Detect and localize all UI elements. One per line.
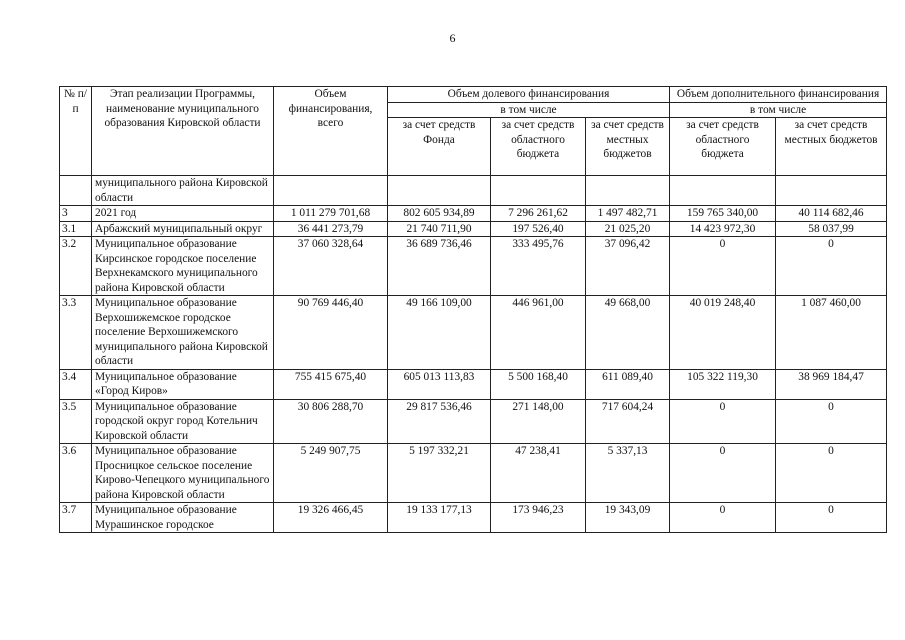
cell-add-regional: 40 019 248,40 (670, 296, 776, 370)
cell-num: 3.4 (60, 369, 92, 399)
cell-add-local: 0 (776, 444, 887, 503)
table-row (60, 444, 887, 503)
header-additional-including: в том числе (670, 102, 887, 118)
table-row (60, 503, 887, 533)
cell-total: 5 249 907,75 (274, 444, 388, 503)
cell-local: 5 337,13 (586, 444, 670, 503)
cell-num: 3 (60, 206, 92, 222)
cell-name: Арбажский муниципальный округ (92, 221, 274, 237)
table-row (60, 237, 887, 296)
cell-add-regional: 105 322 119,30 (670, 369, 776, 399)
cell-name: 2021 год (92, 206, 274, 222)
table-row (60, 296, 887, 370)
cell-add-regional: 159 765 340,00 (670, 206, 776, 222)
header-regional: за счет средств областного бюджета (491, 118, 586, 176)
cell-add-regional (670, 176, 776, 206)
cell-fund (388, 176, 491, 206)
header-additional: Объем дополнительного финансирования (670, 87, 887, 103)
table-row (60, 176, 887, 206)
cell-fund: 5 197 332,21 (388, 444, 491, 503)
header-local: за счет средств местных бюджетов (586, 118, 670, 176)
cell-add-regional: 0 (670, 503, 776, 533)
cell-local: 37 096,42 (586, 237, 670, 296)
cell-fund: 29 817 536,46 (388, 399, 491, 444)
cell-name: Муниципальное образование Мурашинское городское (92, 503, 274, 533)
cell-total: 90 769 446,40 (274, 296, 388, 370)
cell-num: 3.6 (60, 444, 92, 503)
table-row (60, 369, 887, 399)
cell-regional: 197 526,40 (491, 221, 586, 237)
cell-local: 717 604,24 (586, 399, 670, 444)
cell-total: 19 326 466,45 (274, 503, 388, 533)
cell-add-local: 0 (776, 399, 887, 444)
cell-add-local: 0 (776, 237, 887, 296)
cell-regional (491, 176, 586, 206)
cell-add-regional: 0 (670, 237, 776, 296)
cell-local: 21 025,20 (586, 221, 670, 237)
cell-add-local: 38 969 184,47 (776, 369, 887, 399)
header-shared-including: в том числе (388, 102, 670, 118)
cell-regional: 271 148,00 (491, 399, 586, 444)
header-stage: Этап реализации Программы, наименование муниципального образования Кировской области (92, 87, 274, 176)
cell-regional: 47 238,41 (491, 444, 586, 503)
cell-local (586, 176, 670, 206)
cell-add-regional: 0 (670, 399, 776, 444)
cell-local: 1 497 482,71 (586, 206, 670, 222)
cell-total (274, 176, 388, 206)
table-row (60, 399, 887, 444)
cell-regional: 333 495,76 (491, 237, 586, 296)
cell-add-regional: 14 423 972,30 (670, 221, 776, 237)
cell-add-regional: 0 (670, 444, 776, 503)
cell-name: муниципального района Кировской области (92, 176, 274, 206)
cell-num (60, 176, 92, 206)
cell-name: Муниципальное образование Кирсинское городское поселение Верхнекамского муниципального района Кировской области (92, 237, 274, 296)
cell-fund: 605 013 113,83 (388, 369, 491, 399)
cell-regional: 5 500 168,40 (491, 369, 586, 399)
cell-total: 30 806 288,70 (274, 399, 388, 444)
cell-add-local (776, 176, 887, 206)
cell-fund: 19 133 177,13 (388, 503, 491, 533)
cell-num: 3.7 (60, 503, 92, 533)
cell-num: 3.1 (60, 221, 92, 237)
header-row-1 (60, 87, 887, 103)
page-number: 6 (449, 31, 456, 45)
cell-add-local: 1 087 460,00 (776, 296, 887, 370)
cell-local: 611 089,40 (586, 369, 670, 399)
header-add-regional: за счет средств областного бюджета (670, 118, 776, 176)
financing-table (59, 86, 887, 533)
cell-regional: 446 961,00 (491, 296, 586, 370)
cell-total: 755 415 675,40 (274, 369, 388, 399)
cell-name: Муниципальное образование «Город Киров» (92, 369, 274, 399)
cell-fund: 49 166 109,00 (388, 296, 491, 370)
header-fund: за счет средств Фонда (388, 118, 491, 176)
cell-local: 19 343,09 (586, 503, 670, 533)
cell-regional: 7 296 261,62 (491, 206, 586, 222)
cell-name: Муниципальное образование Верхошижемское городское поселение Верхошижемского муниципального района Кировской области (92, 296, 274, 370)
cell-name: Муниципальное образование городской округ город Котельнич Кировской области (92, 399, 274, 444)
cell-regional: 173 946,23 (491, 503, 586, 533)
cell-num: 3.2 (60, 237, 92, 296)
cell-name: Муниципальное образование Просницкое сельское поселение Кирово-Чепецкого муниципального района Кировской области (92, 444, 274, 503)
cell-total: 37 060 328,64 (274, 237, 388, 296)
cell-local: 49 668,00 (586, 296, 670, 370)
cell-num: 3.5 (60, 399, 92, 444)
header-add-local: за счет средств местных бюджетов (776, 118, 887, 176)
table-row (60, 206, 887, 222)
cell-num: 3.3 (60, 296, 92, 370)
cell-add-local: 40 114 682,46 (776, 206, 887, 222)
cell-total: 36 441 273,79 (274, 221, 388, 237)
cell-fund: 36 689 736,46 (388, 237, 491, 296)
table-row (60, 221, 887, 237)
cell-fund: 21 740 711,90 (388, 221, 491, 237)
header-total: Объем финансирования, всего (274, 87, 388, 176)
cell-fund: 802 605 934,89 (388, 206, 491, 222)
cell-add-local: 58 037,99 (776, 221, 887, 237)
cell-total: 1 011 279 701,68 (274, 206, 388, 222)
cell-add-local: 0 (776, 503, 887, 533)
header-num: № п/п (60, 87, 92, 176)
header-shared: Объем долевого финансирования (388, 87, 670, 103)
